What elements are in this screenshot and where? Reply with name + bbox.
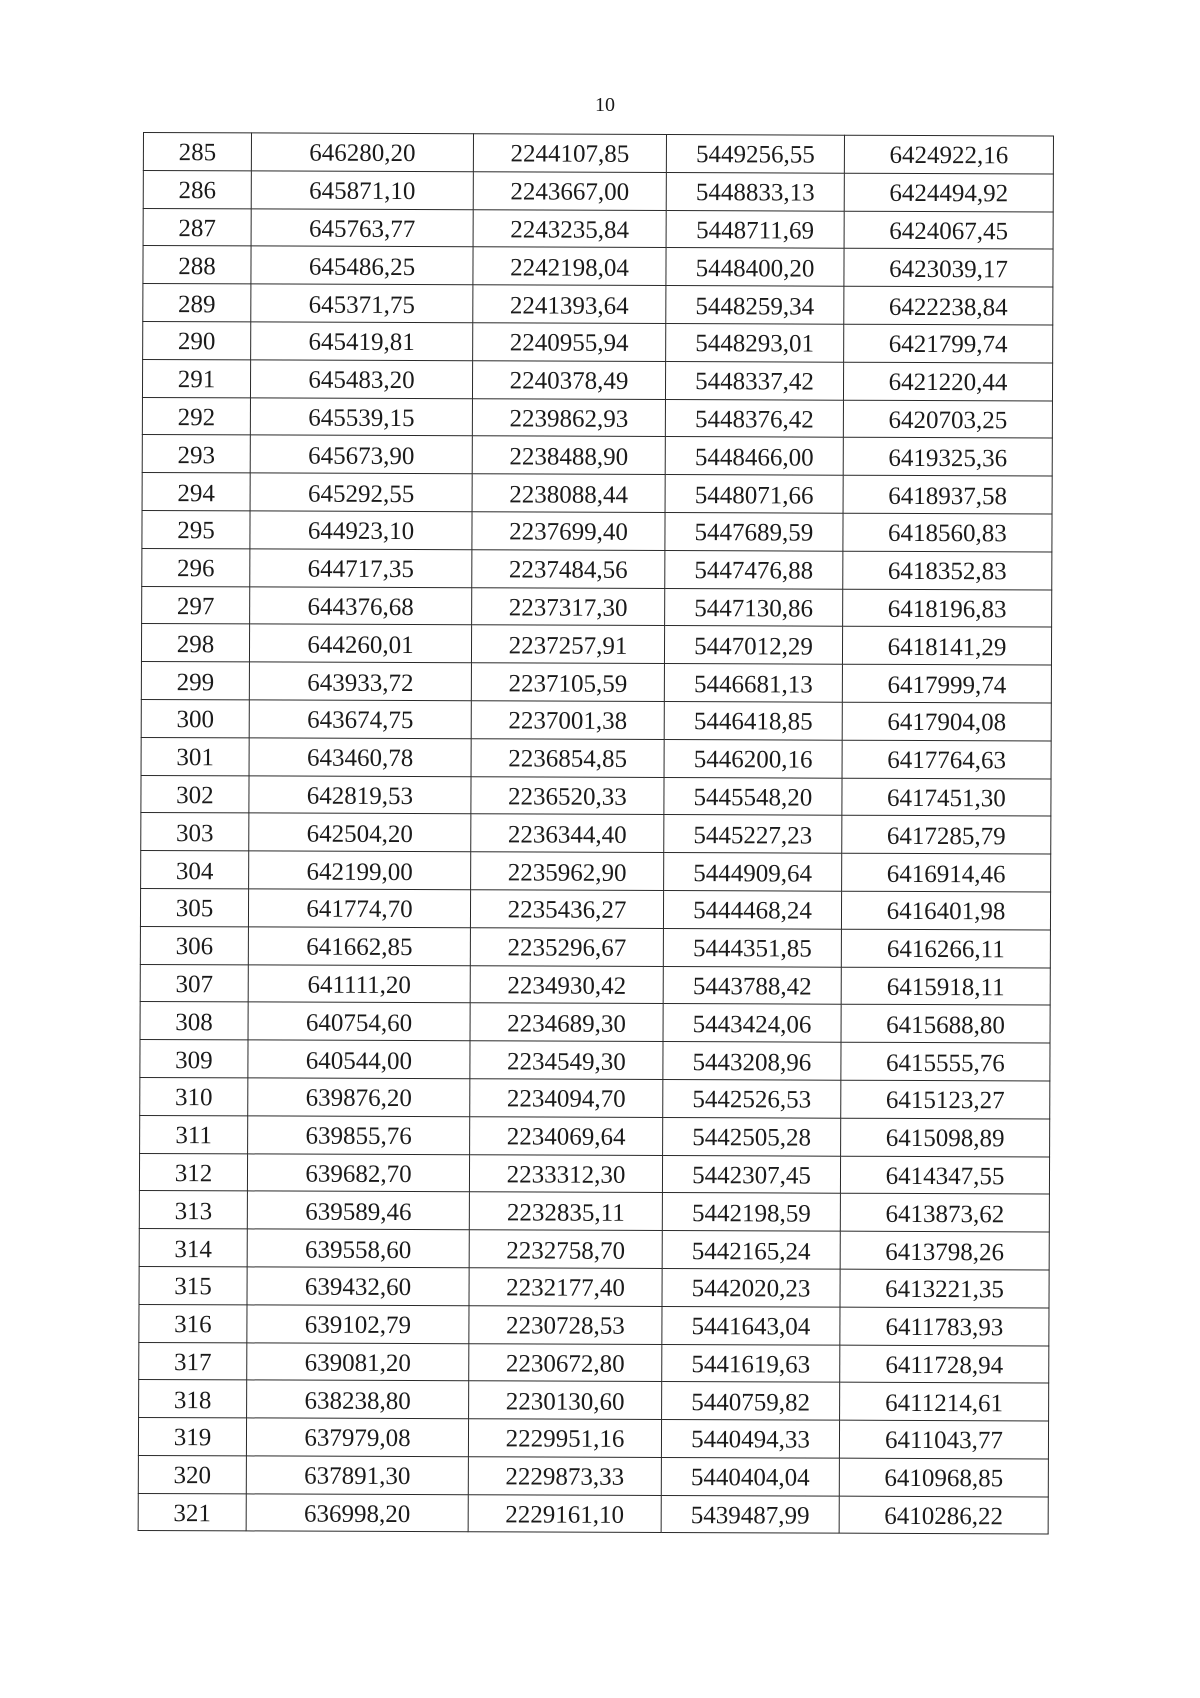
coordinate-cell-1: 639855,76 xyxy=(248,1116,470,1155)
coordinate-cell-3: 5443424,06 xyxy=(663,1004,841,1042)
coordinate-cell-4: 6418196,83 xyxy=(843,589,1052,628)
coordinate-cell-1: 644376,68 xyxy=(250,586,472,625)
coordinate-cell-3: 5442165,24 xyxy=(662,1231,840,1269)
coordinate-cell-4: 6418352,83 xyxy=(843,551,1052,590)
table-row xyxy=(143,170,1053,211)
table-row xyxy=(142,359,1052,400)
coordinate-cell-1: 639682,70 xyxy=(247,1153,469,1192)
coordinate-cell-1: 637979,08 xyxy=(246,1418,468,1457)
coordinate-cell-4: 6416401,98 xyxy=(841,891,1050,930)
table-row xyxy=(141,775,1051,816)
coordinate-cell-1: 643460,78 xyxy=(249,738,471,777)
coordinate-cell-1: 642504,20 xyxy=(249,813,471,852)
coordinate-cell-2: 2230672,80 xyxy=(469,1343,662,1382)
point-number-cell: 289 xyxy=(143,284,251,322)
coordinate-cell-3: 5448400,20 xyxy=(666,248,844,286)
coordinate-cell-3: 5449256,55 xyxy=(666,135,844,173)
coordinate-cell-1: 645483,20 xyxy=(250,360,472,399)
coordinate-cell-3: 5447130,86 xyxy=(665,588,843,626)
point-number-cell: 303 xyxy=(141,813,249,851)
coordinate-cell-4: 6416266,11 xyxy=(841,929,1050,968)
table-row xyxy=(140,1002,1050,1043)
coordinate-cell-2: 2229873,33 xyxy=(468,1457,661,1496)
coordinate-cell-3: 5448293,01 xyxy=(666,323,844,361)
coordinate-cell-4: 6424494,92 xyxy=(844,173,1053,212)
coordinate-cell-4: 6419325,36 xyxy=(843,438,1052,477)
coordinate-cell-3: 5440494,33 xyxy=(661,1420,839,1458)
coordinate-cell-4: 6410286,22 xyxy=(839,1496,1048,1535)
coordinate-cell-3: 5448071,66 xyxy=(665,475,843,513)
point-number-cell: 313 xyxy=(139,1191,247,1229)
coordinate-cell-2: 2234549,30 xyxy=(470,1041,663,1080)
coordinate-cell-4: 6415688,80 xyxy=(841,1005,1050,1044)
table-row xyxy=(141,624,1051,665)
coordinate-cell-3: 5440759,82 xyxy=(662,1382,840,1420)
table-row xyxy=(142,397,1052,438)
coordinate-cell-2: 2234930,42 xyxy=(470,965,663,1004)
coordinate-cell-4: 6413873,62 xyxy=(840,1193,1049,1232)
coordinate-cell-4: 6417285,79 xyxy=(842,816,1051,855)
page-number: 10 xyxy=(595,94,615,116)
coordinate-cell-2: 2237699,40 xyxy=(472,512,665,551)
coordinate-cell-4: 6411783,93 xyxy=(840,1307,1049,1346)
coordinate-cell-4: 6420703,25 xyxy=(843,400,1052,439)
table-row xyxy=(141,699,1051,740)
coordinate-cell-4: 6424922,16 xyxy=(844,135,1053,174)
coordinate-cell-2: 2236520,33 xyxy=(471,776,664,815)
point-number-cell: 320 xyxy=(138,1455,246,1493)
coordinate-cell-2: 2230728,53 xyxy=(469,1305,662,1344)
table-row xyxy=(138,1418,1048,1459)
coordinate-cell-1: 642819,53 xyxy=(249,775,471,814)
point-number-cell: 298 xyxy=(141,624,249,662)
table-row xyxy=(139,1191,1049,1232)
table-row xyxy=(142,510,1052,551)
point-number-cell: 318 xyxy=(139,1380,247,1418)
coordinate-cell-4: 6416914,46 xyxy=(842,853,1051,892)
point-number-cell: 312 xyxy=(139,1153,247,1191)
coordinate-cell-3: 5442505,28 xyxy=(663,1117,841,1155)
table-row xyxy=(142,473,1052,514)
point-number-cell: 291 xyxy=(142,359,250,397)
coordinate-cell-2: 2242198,04 xyxy=(473,247,666,286)
coordinate-cell-4: 6414347,55 xyxy=(840,1156,1049,1195)
coordinate-cell-1: 636998,20 xyxy=(246,1494,468,1533)
point-number-cell: 315 xyxy=(139,1266,247,1304)
point-number-cell: 304 xyxy=(141,851,249,889)
point-number-cell: 285 xyxy=(143,133,251,171)
coordinate-cell-3: 5442198,59 xyxy=(662,1193,840,1231)
coordinate-cell-2: 2234689,30 xyxy=(470,1003,663,1042)
coordinate-cell-2: 2239862,93 xyxy=(472,398,665,437)
table-row xyxy=(140,1040,1050,1081)
coordinate-cell-2: 2235962,90 xyxy=(471,852,664,891)
coordinate-cell-4: 6415918,11 xyxy=(841,967,1050,1006)
coordinate-cell-3: 5441619,63 xyxy=(662,1344,840,1382)
coordinate-cell-4: 6413798,26 xyxy=(840,1231,1049,1270)
coordinate-cell-2: 2243667,00 xyxy=(473,172,666,211)
coordinate-cell-1: 644923,10 xyxy=(250,511,472,550)
table-row xyxy=(139,1304,1049,1345)
coordinate-cell-3: 5443788,42 xyxy=(663,966,841,1004)
coordinate-cell-1: 639081,20 xyxy=(247,1342,469,1381)
point-number-cell: 288 xyxy=(143,246,251,284)
coordinate-cell-4: 6417451,30 xyxy=(842,778,1051,817)
table-row xyxy=(140,926,1050,967)
coordinate-cell-3: 5442020,23 xyxy=(662,1268,840,1306)
coordinate-cell-1: 645419,81 xyxy=(251,322,473,361)
point-number-cell: 287 xyxy=(143,208,251,246)
table-row xyxy=(141,851,1051,892)
coordinate-cell-1: 639102,79 xyxy=(247,1305,469,1344)
coordinate-cell-1: 639432,60 xyxy=(247,1267,469,1306)
coordinate-cell-1: 645871,10 xyxy=(251,171,473,210)
coordinate-cell-1: 641774,70 xyxy=(248,889,470,928)
coordinate-cell-1: 646280,20 xyxy=(251,133,473,172)
table-row xyxy=(139,1153,1049,1194)
coordinate-cell-1: 644260,01 xyxy=(249,624,471,663)
table-body xyxy=(138,133,1053,1535)
coordinate-cell-4: 6417999,74 xyxy=(842,664,1051,703)
coordinate-cell-4: 6415123,27 xyxy=(841,1080,1050,1119)
table-row xyxy=(138,1493,1048,1534)
coordinate-cell-4: 6424067,45 xyxy=(844,211,1053,250)
coordinate-cell-2: 2244107,85 xyxy=(473,134,666,173)
coordinate-cell-1: 644717,35 xyxy=(250,549,472,588)
coordinate-cell-3: 5448711,69 xyxy=(666,210,844,248)
table-row xyxy=(143,321,1053,362)
coordinate-cell-1: 641662,85 xyxy=(248,927,470,966)
point-number-cell: 317 xyxy=(139,1342,247,1380)
coordinate-cell-1: 640754,60 xyxy=(248,1002,470,1041)
coordinate-cell-2: 2243235,84 xyxy=(473,209,666,248)
coordinate-cell-3: 5444909,64 xyxy=(664,853,842,891)
coordinate-cell-3: 5444351,85 xyxy=(663,928,841,966)
coordinate-cell-1: 642199,00 xyxy=(249,851,471,890)
point-number-cell: 310 xyxy=(140,1077,248,1115)
point-number-cell: 294 xyxy=(142,473,250,511)
coordinate-cell-1: 639876,20 xyxy=(248,1078,470,1117)
coordinate-cell-2: 2232177,40 xyxy=(469,1268,662,1307)
coordinate-cell-4: 6415555,76 xyxy=(841,1042,1050,1081)
coordinate-cell-3: 5441643,04 xyxy=(662,1306,840,1344)
point-number-cell: 293 xyxy=(142,435,250,473)
coordinate-cell-4: 6418937,58 xyxy=(843,475,1052,514)
point-number-cell: 314 xyxy=(139,1229,247,1267)
coordinate-cell-1: 639558,60 xyxy=(247,1229,469,1268)
table-row xyxy=(143,208,1053,249)
coordinate-cell-1: 645763,77 xyxy=(251,209,473,248)
table-row xyxy=(138,1455,1048,1496)
table-row xyxy=(142,548,1052,589)
table-row xyxy=(143,284,1053,325)
table-row xyxy=(140,1077,1050,1118)
coordinate-cell-2: 2233312,30 xyxy=(469,1154,662,1193)
point-number-cell: 319 xyxy=(138,1418,246,1456)
coordinate-cell-2: 2236854,85 xyxy=(471,739,664,778)
coordinate-cell-1: 645486,25 xyxy=(251,246,473,285)
coordinate-cell-3: 5447689,59 xyxy=(665,512,843,550)
coordinate-cell-2: 2237317,30 xyxy=(472,587,665,626)
table-row xyxy=(140,964,1050,1005)
coordinate-cell-2: 2240378,49 xyxy=(472,361,665,400)
coordinate-cell-4: 6421220,44 xyxy=(843,362,1052,401)
coordinate-cell-3: 5443208,96 xyxy=(663,1042,841,1080)
coordinate-cell-3: 5440404,04 xyxy=(661,1457,839,1495)
point-number-cell: 307 xyxy=(140,964,248,1002)
point-number-cell: 290 xyxy=(143,321,251,359)
coordinate-cell-4: 6417904,08 xyxy=(842,702,1051,741)
coordinate-cell-4: 6421799,74 xyxy=(844,324,1053,363)
coordinate-cell-2: 2236344,40 xyxy=(471,814,664,853)
coordinate-cell-2: 2232835,11 xyxy=(469,1192,662,1231)
table-row xyxy=(143,133,1053,174)
coordinate-cell-3: 5448259,34 xyxy=(666,286,844,324)
coordinates-table xyxy=(138,132,1054,1535)
table-row xyxy=(142,586,1052,627)
coordinate-cell-1: 639589,46 xyxy=(247,1191,469,1230)
coordinate-cell-2: 2230130,60 xyxy=(469,1381,662,1420)
coordinate-cell-3: 5444468,24 xyxy=(663,890,841,928)
point-number-cell: 308 xyxy=(140,1002,248,1040)
coordinate-cell-3: 5448337,42 xyxy=(665,361,843,399)
table-row xyxy=(139,1380,1049,1421)
coordinate-cell-3: 5446200,16 xyxy=(664,739,842,777)
coordinate-cell-3: 5448466,00 xyxy=(665,437,843,475)
coordinate-cell-3: 5448833,13 xyxy=(666,172,844,210)
coordinates-table-container xyxy=(138,132,1053,1535)
coordinate-cell-3: 5445227,23 xyxy=(664,815,842,853)
coordinate-cell-2: 2235296,67 xyxy=(470,927,663,966)
point-number-cell: 295 xyxy=(142,510,250,548)
coordinate-cell-4: 6413221,35 xyxy=(840,1269,1049,1308)
point-number-cell: 321 xyxy=(138,1493,246,1531)
point-number-cell: 286 xyxy=(143,170,251,208)
table-row xyxy=(142,435,1052,476)
coordinate-cell-4: 6423039,17 xyxy=(844,249,1053,288)
coordinate-cell-1: 643674,75 xyxy=(249,700,471,739)
table-row xyxy=(140,888,1050,929)
coordinate-cell-1: 645673,90 xyxy=(250,435,472,474)
point-number-cell: 302 xyxy=(141,775,249,813)
coordinate-cell-2: 2237105,59 xyxy=(471,663,664,702)
coordinate-cell-1: 645292,55 xyxy=(250,473,472,512)
coordinate-cell-1: 645539,15 xyxy=(250,397,472,436)
coordinate-cell-2: 2235436,27 xyxy=(470,890,663,929)
table-row xyxy=(139,1342,1049,1383)
point-number-cell: 297 xyxy=(142,586,250,624)
point-number-cell: 296 xyxy=(142,548,250,586)
point-number-cell: 299 xyxy=(141,662,249,700)
coordinate-cell-4: 6417764,63 xyxy=(842,740,1051,779)
coordinate-cell-4: 6410968,85 xyxy=(839,1458,1048,1497)
coordinate-cell-2: 2241393,64 xyxy=(473,285,666,324)
point-number-cell: 309 xyxy=(140,1040,248,1078)
point-number-cell: 301 xyxy=(141,737,249,775)
coordinate-cell-2: 2240955,94 xyxy=(473,323,666,362)
coordinate-cell-2: 2237001,38 xyxy=(471,701,664,740)
table-row xyxy=(139,1229,1049,1270)
coordinate-cell-3: 5448376,42 xyxy=(665,399,843,437)
point-number-cell: 311 xyxy=(140,1115,248,1153)
coordinate-cell-4: 6418560,83 xyxy=(843,513,1052,552)
coordinate-cell-3: 5442526,53 xyxy=(663,1079,841,1117)
coordinate-cell-4: 6411728,94 xyxy=(840,1345,1049,1384)
table-row xyxy=(140,1115,1050,1156)
coordinate-cell-4: 6422238,84 xyxy=(844,286,1053,325)
coordinate-cell-2: 2234094,70 xyxy=(470,1079,663,1118)
coordinate-cell-2: 2232758,70 xyxy=(469,1230,662,1269)
coordinate-cell-2: 2238488,90 xyxy=(472,436,665,475)
point-number-cell: 316 xyxy=(139,1304,247,1342)
coordinate-cell-3: 5447012,29 xyxy=(664,626,842,664)
coordinate-cell-1: 643933,72 xyxy=(249,662,471,701)
coordinate-cell-3: 5439487,99 xyxy=(661,1495,839,1533)
coordinate-cell-2: 2237484,56 xyxy=(472,550,665,589)
coordinate-cell-1: 645371,75 xyxy=(251,284,473,323)
point-number-cell: 306 xyxy=(140,926,248,964)
coordinate-cell-1: 638238,80 xyxy=(247,1380,469,1419)
coordinate-cell-1: 637891,30 xyxy=(246,1456,468,1495)
coordinate-cell-4: 6418141,29 xyxy=(842,627,1051,666)
coordinate-cell-4: 6411043,77 xyxy=(839,1420,1048,1459)
point-number-cell: 300 xyxy=(141,699,249,737)
point-number-cell: 305 xyxy=(140,888,248,926)
table-row xyxy=(141,813,1051,854)
coordinate-cell-4: 6411214,61 xyxy=(840,1382,1049,1421)
table-row xyxy=(143,246,1053,287)
coordinate-cell-3: 5446681,13 xyxy=(664,664,842,702)
coordinate-cell-1: 640544,00 xyxy=(248,1040,470,1079)
coordinate-cell-4: 6415098,89 xyxy=(841,1118,1050,1157)
coordinate-cell-2: 2229161,10 xyxy=(468,1494,661,1533)
coordinate-cell-2: 2237257,91 xyxy=(471,625,664,664)
coordinate-cell-2: 2238088,44 xyxy=(472,474,665,513)
coordinate-cell-3: 5442307,45 xyxy=(662,1155,840,1193)
table-row xyxy=(139,1266,1049,1307)
point-number-cell: 292 xyxy=(142,397,250,435)
coordinate-cell-2: 2229951,16 xyxy=(468,1419,661,1458)
coordinate-cell-1: 641111,20 xyxy=(248,964,470,1003)
coordinate-cell-3: 5447476,88 xyxy=(665,550,843,588)
table-row xyxy=(141,737,1051,778)
table-row xyxy=(141,662,1051,703)
coordinate-cell-3: 5445548,20 xyxy=(664,777,842,815)
coordinate-cell-3: 5446418,85 xyxy=(664,701,842,739)
coordinate-cell-2: 2234069,64 xyxy=(470,1116,663,1155)
